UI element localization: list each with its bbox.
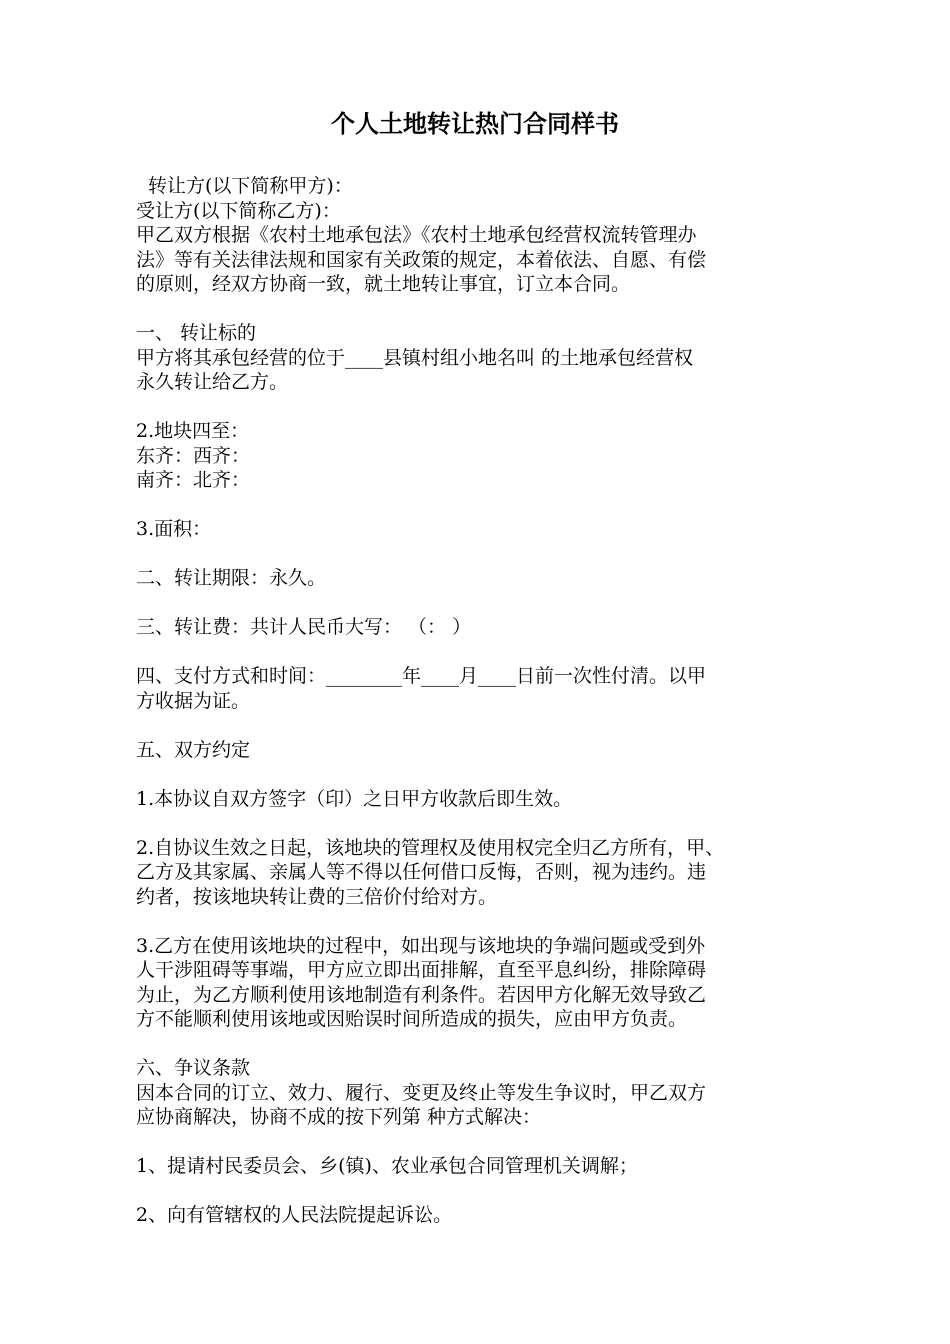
text-line-agreement-2c: 约者，按该地块转让费的三倍价付给对方。	[136, 885, 498, 908]
paragraph-gap	[136, 591, 826, 616]
text-line-transferor: 转让方(以下简称甲方)：	[148, 175, 353, 197]
text-line-transferee: 受让方(以下简称乙方)：	[136, 199, 341, 222]
section-heading-3: 三、转让费：共计人民币大写： （： ）	[136, 616, 472, 638]
text-line-agreement-2a: 2.自协议生效之日起，该地块的管理权及使用权完全归乙方所有，甲、	[136, 836, 725, 859]
text-line-boundaries: 2.地块四至：	[136, 420, 250, 442]
text-line-agreement-3c: 为止，为乙方顺利使用该地制造有利条件。若因甲方化解无效导致乙	[136, 983, 707, 1006]
paragraph-gap	[136, 909, 826, 934]
paragraph-gap	[136, 640, 826, 665]
paragraph-gap	[136, 762, 826, 787]
text-line-section1-2: 永久转让给乙方。	[136, 371, 289, 393]
paragraph-gap	[136, 1032, 826, 1057]
paragraph-gap	[136, 493, 826, 518]
document-title: 个人土地转让热门合同样书	[331, 109, 619, 138]
text-line-section4-2: 方收据为证。	[136, 689, 251, 712]
paragraph-gap	[136, 542, 826, 567]
text-line-preamble-3: 的原则，经双方协商一致，就土地转让事宜，订立本合同。	[136, 273, 631, 295]
text-line-dispute-option-2: 2、向有管辖权的人民法院提起诉讼。	[136, 1204, 453, 1226]
text-line-dispute-2: 应协商解决，协商不成的按下列第 种方式解决：	[136, 1106, 542, 1128]
paragraph-gap	[136, 713, 826, 738]
section-heading-6: 六、争议条款	[136, 1057, 251, 1079]
paragraph-gap	[136, 811, 826, 836]
section-heading-2: 二、转让期限：永久。	[136, 567, 327, 589]
text-line-preamble-1: 甲乙双方根据《农村土地承包法》《农村土地承包经营权流转管理办	[136, 224, 697, 246]
text-line-preamble-2: 法》等有关法律法规和国家有关政策的规定，本着依法、自愿、有偿	[136, 248, 707, 271]
section-heading-1: 一、 转让标的	[136, 322, 257, 344]
text-line-south-north: 南齐：北齐：	[136, 469, 251, 491]
paragraph-gap	[136, 297, 826, 322]
text-line-agreement-3a: 3.乙方在使用该地块的过程中，如出现与该地块的争端问题或受到外	[136, 934, 706, 957]
paragraph-gap	[136, 1179, 826, 1204]
text-line-area: 3.面积：	[136, 518, 212, 540]
section-heading-4: 四、支付方式和时间：________年____月____日前一次性付清。以甲	[136, 665, 707, 687]
text-line-section1-1: 甲方将其承包经营的位于____县镇村组小地名叫 的土地承包经营权	[136, 346, 694, 369]
text-line-agreement-3b: 人干涉阻碍等事端，甲方应立即出面排解，直至平息纠纷，排除障碍	[136, 959, 707, 981]
text-line-east-west: 东齐：西齐：	[136, 444, 251, 467]
text-line-agreement-2b: 乙方及其家属、亲属人等不得以任何借口反悔，否则，视为违约。违	[136, 861, 707, 883]
text-line-dispute-1: 因本合同的订立、效力、履行、变更及终止等发生争议时，甲乙双方	[136, 1081, 707, 1104]
text-line-agreement-3d: 方不能顺利使用该地或因贻误时间所造成的损失，应由甲方负责。	[136, 1008, 688, 1030]
document-body	[136, 174, 826, 1228]
paragraph-gap	[136, 1130, 826, 1155]
text-line-agreement-1: 1.本协议自双方签字（印）之日甲方收款后即生效。	[136, 787, 573, 810]
paragraph-gap	[136, 395, 826, 420]
section-heading-5: 五、双方约定	[136, 738, 251, 761]
text-line-dispute-option-1: 1、提请村民委员会、乡(镇)、农业承包合同管理机关调解；	[136, 1155, 638, 1177]
